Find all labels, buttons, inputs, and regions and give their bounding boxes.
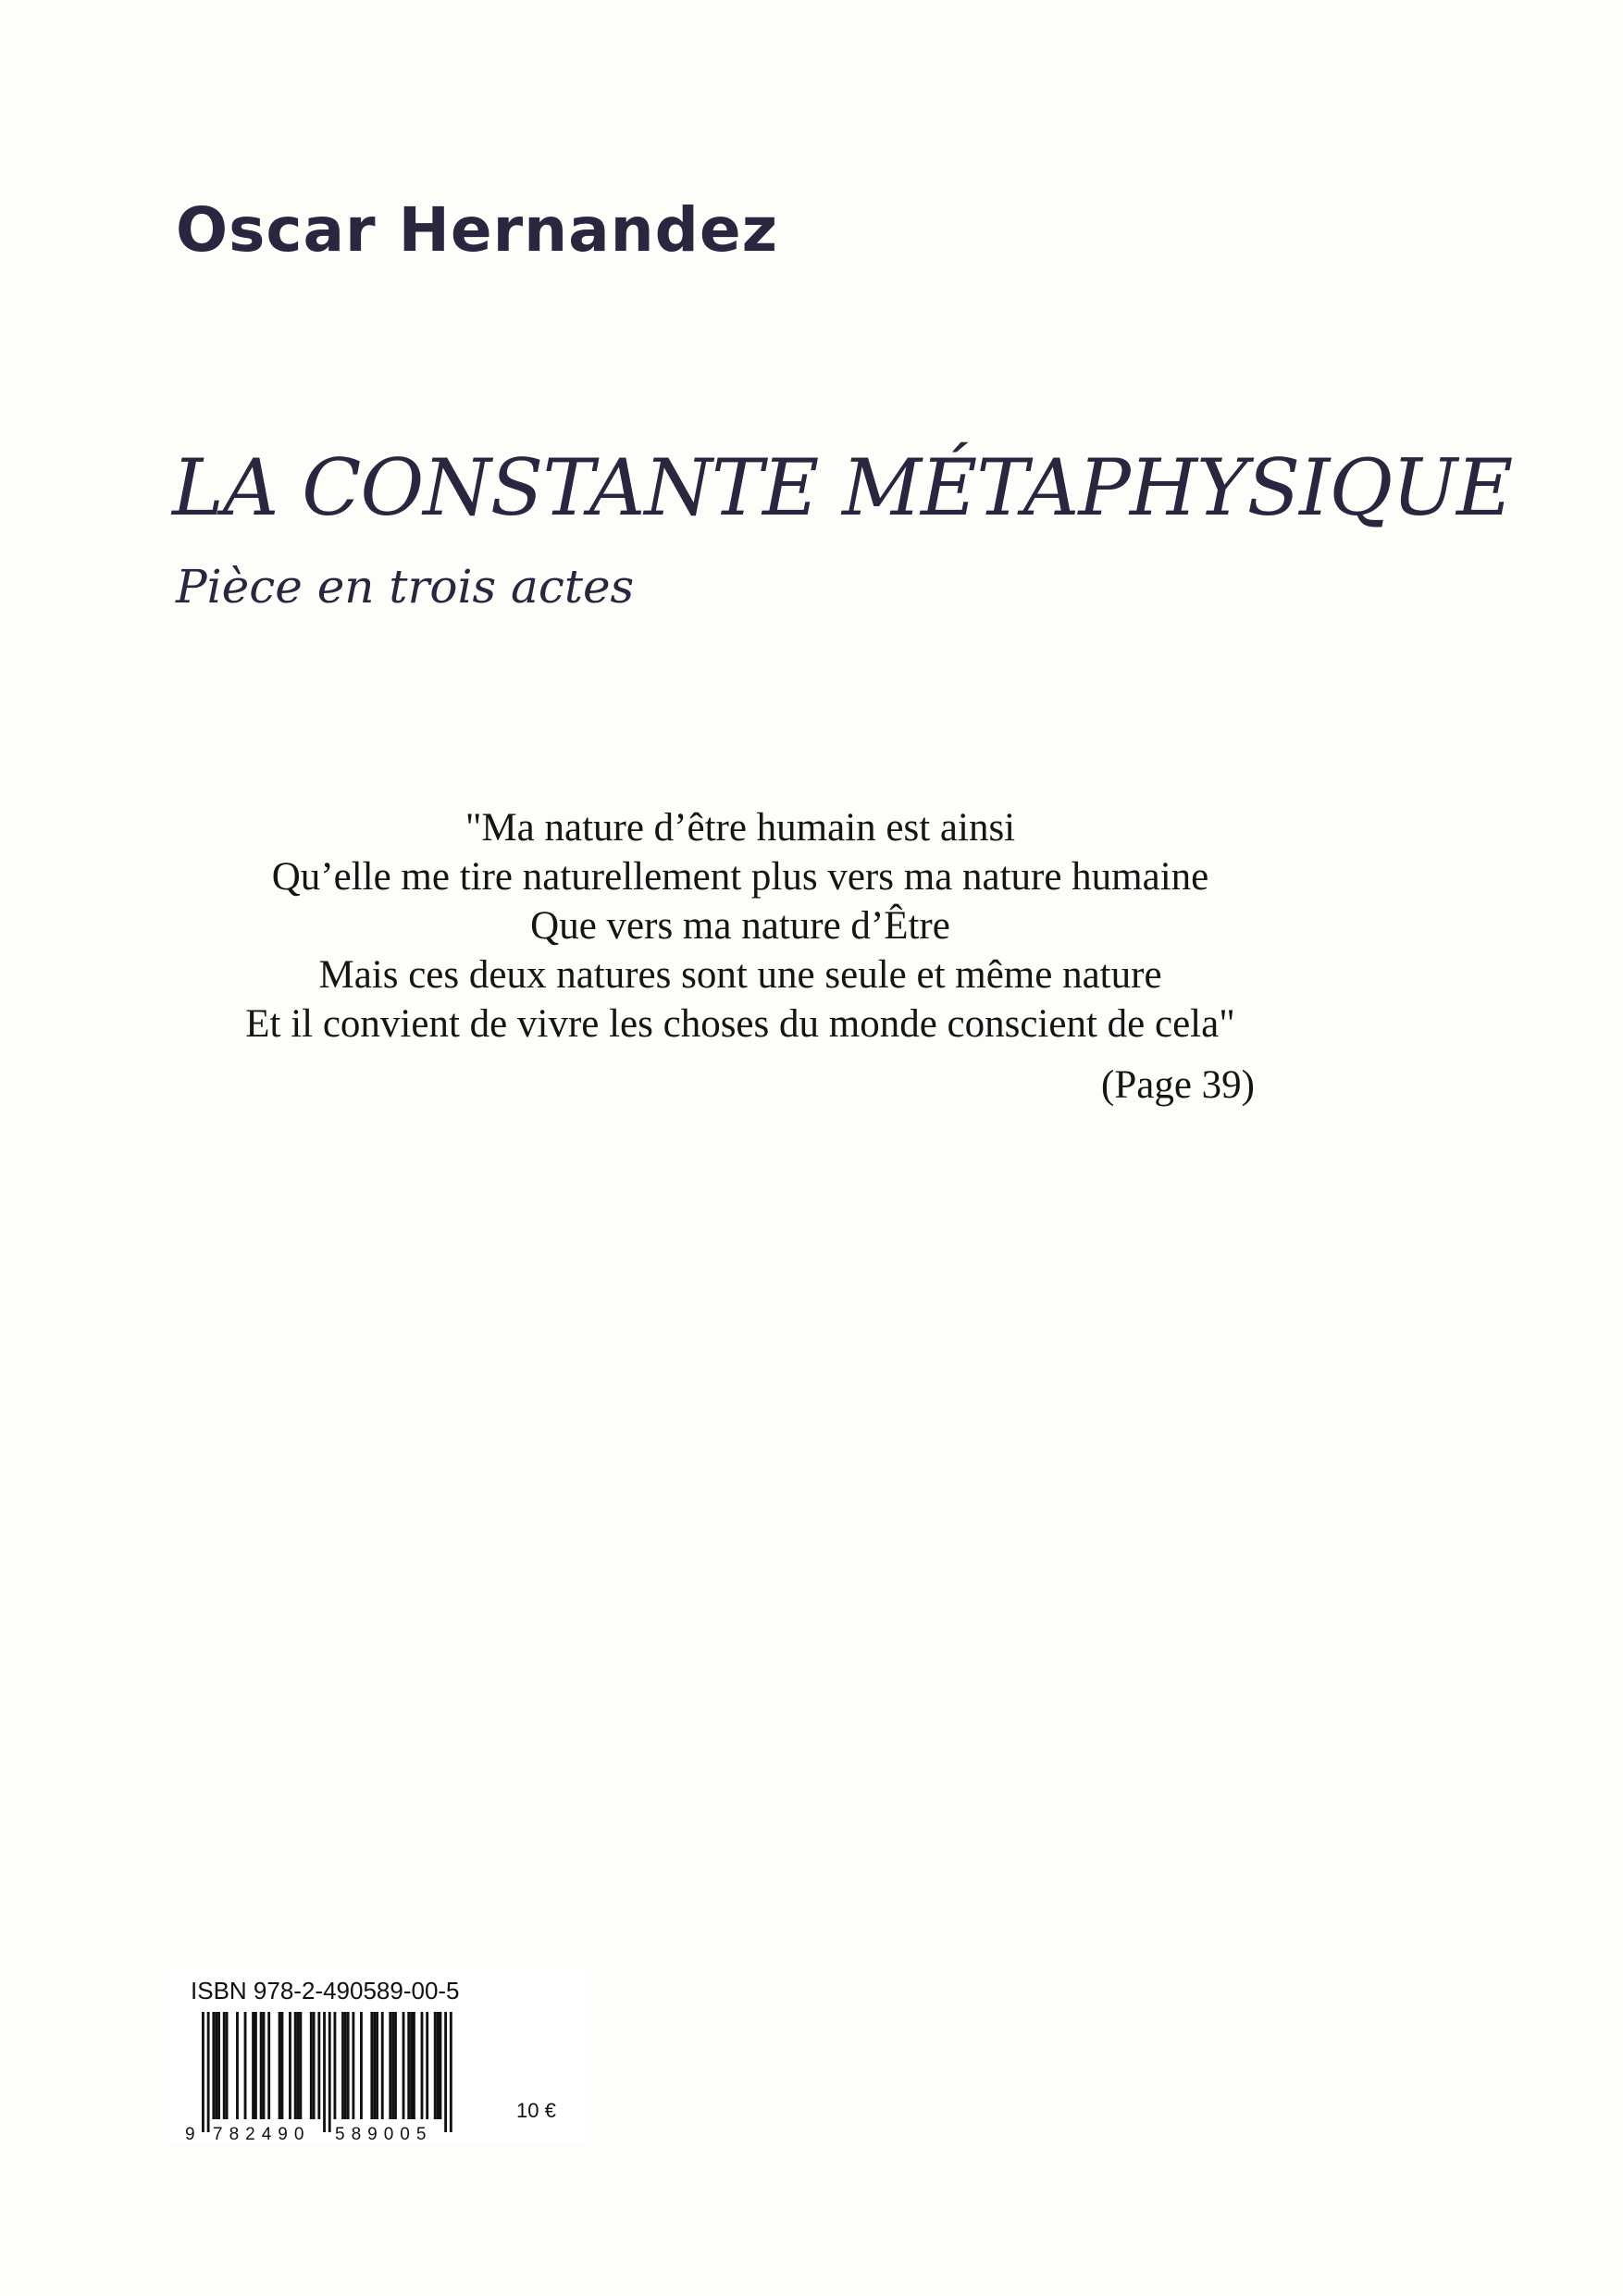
barcode-bar (317, 2012, 320, 2119)
book-title: LA CONSTANTE MÉTAPHYSIQUE (172, 442, 1513, 533)
barcode-digits-left: 782490 (213, 2125, 311, 2143)
barcode-guard-bar (450, 2012, 452, 2132)
quote-line: Et il convient de vivre les choses du monde conscient de cela" (245, 1002, 1235, 1046)
barcode-bar (217, 2012, 220, 2119)
barcode-bar (299, 2012, 302, 2119)
barcode-bar (394, 2012, 397, 2119)
quote-page-reference: (Page 39) (1101, 1063, 1255, 1107)
barcode-bar (310, 2012, 313, 2119)
barcode-bar (440, 2012, 442, 2119)
barcode-bar (263, 2012, 266, 2119)
barcode-bar (244, 2012, 247, 2119)
barcode-bar (334, 2012, 337, 2119)
barcode-digit-prefix: 9 (185, 2125, 195, 2143)
barcode-guard-bar (444, 2012, 447, 2132)
barcode-bar (437, 2012, 440, 2119)
barcode-bar (381, 2012, 384, 2119)
book-subtitle: Pièce en trois actes (176, 560, 635, 614)
barcode-bar (434, 2012, 437, 2119)
barcode-bar (347, 2012, 350, 2119)
barcode-bar (403, 2012, 405, 2119)
barcode-bar (223, 2012, 226, 2119)
barcode-bar (279, 2012, 281, 2119)
quote-block (185, 803, 1295, 1049)
barcode-bar (421, 2012, 424, 2119)
barcode-bar (289, 2012, 291, 2119)
barcode-bar (370, 2012, 373, 2119)
barcode-bar (341, 2012, 344, 2119)
barcode-bar (252, 2012, 254, 2119)
barcode-bar (297, 2012, 300, 2119)
barcode-bar (373, 2012, 376, 2119)
barcode-bar (413, 2012, 415, 2119)
barcode-bar (260, 2012, 263, 2119)
barcode-guard-bar (207, 2012, 210, 2132)
barcode-bar (360, 2012, 363, 2119)
quote-line: Que vers ma nature d’Être (530, 904, 950, 948)
barcode-bar (212, 2012, 215, 2119)
barcode-bar (267, 2012, 270, 2119)
quote-line: "Ma nature d’être humain est ainsi (465, 806, 1016, 850)
barcode-digits-right: 589005 (335, 2125, 433, 2143)
price-label: 10 € (516, 2099, 556, 2122)
barcode-bar (391, 2012, 394, 2119)
barcode-bar (344, 2012, 347, 2119)
author-name: Oscar Hernandez (176, 194, 779, 266)
barcode-bar (254, 2012, 257, 2119)
quote-line: Qu’elle me tire naturellement plus vers ma nature humaine (271, 855, 1209, 899)
barcode-image (185, 2012, 472, 2143)
barcode-bar (352, 2012, 354, 2119)
barcode-guard-bar (328, 2012, 331, 2132)
isbn-label: ISBN 978-2-490589-00-5 (191, 1977, 460, 2004)
quote-line: Mais ces deux natures sont une seule et même nature (318, 953, 1162, 997)
barcode-bar (376, 2012, 378, 2119)
barcode-bar (215, 2012, 217, 2119)
barcode-guard-bar (202, 2012, 204, 2132)
barcode-bar (426, 2012, 428, 2119)
barcode-bar (407, 2012, 410, 2119)
barcode-bar (389, 2012, 391, 2119)
barcode-guard-bar (323, 2012, 326, 2132)
barcode-bar (410, 2012, 413, 2119)
barcode-bar (313, 2012, 316, 2119)
barcode-bar (294, 2012, 297, 2119)
barcode-bar (236, 2012, 239, 2119)
barcode-bar (281, 2012, 284, 2119)
barcode-bar (226, 2012, 229, 2119)
